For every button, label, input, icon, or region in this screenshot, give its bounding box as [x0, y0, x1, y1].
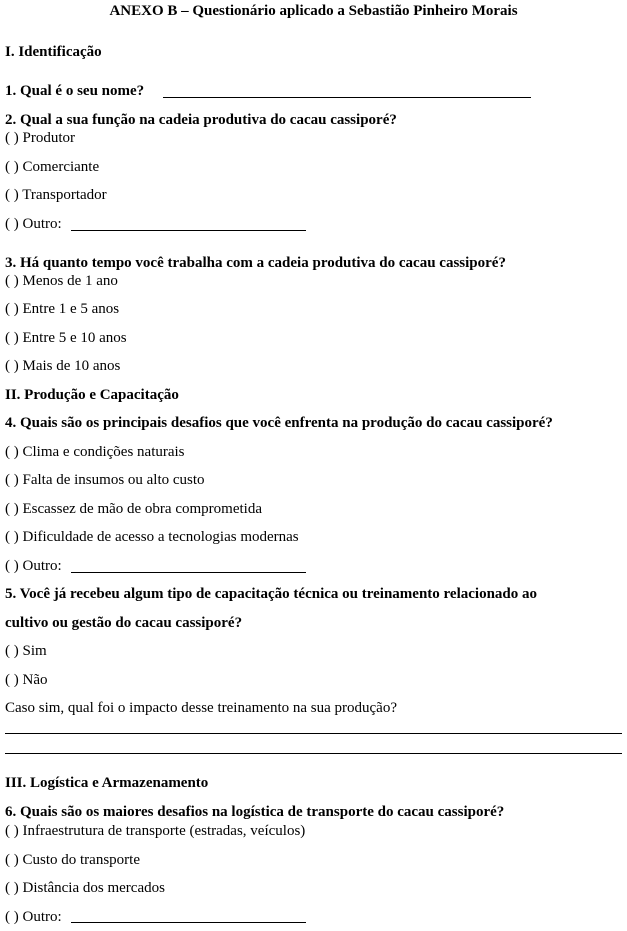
- option-outro-q4[interactable]: ( ) Outro:: [5, 558, 62, 574]
- section-heading-producao: II. Produção e Capacitação: [5, 387, 179, 403]
- section-heading-logistica: III. Logística e Armazenamento: [5, 775, 209, 791]
- option-outro-q2[interactable]: ( ) Outro:: [5, 216, 62, 232]
- outro-answer-line-q2[interactable]: [71, 230, 306, 231]
- option-mao-de-obra[interactable]: ( ) Escassez de mão de obra comprometida: [5, 501, 262, 517]
- question-6: 6. Quais são os maiores desafios na logística de transporte do cacau cassiporé?: [5, 804, 505, 820]
- question-3: 3. Há quanto tempo você trabalha com a cadeia produtiva do cacau cassiporé?: [5, 255, 506, 271]
- outro-answer-line-q4[interactable]: [71, 572, 306, 573]
- question-5-line-1: 5. Você já recebeu algum tipo de capacitação técnica ou treinamento relacionado ao: [5, 586, 538, 602]
- option-custo-transporte[interactable]: ( ) Custo do transporte: [5, 852, 140, 868]
- option-insumos[interactable]: ( ) Falta de insumos ou alto custo: [5, 472, 205, 488]
- option-sim[interactable]: ( ) Sim: [5, 643, 47, 659]
- impact-answer-line-1[interactable]: [5, 733, 622, 734]
- option-clima[interactable]: ( ) Clima e condições naturais: [5, 444, 185, 460]
- option-mais-10-anos[interactable]: ( ) Mais de 10 anos: [5, 358, 121, 374]
- followup-question: Caso sim, qual foi o impacto desse treinamento na sua produção?: [5, 700, 397, 716]
- question-4: 4. Quais são os principais desafios que você enfrenta na produção do cacau cassiporé?: [5, 415, 553, 431]
- option-entre-5-10-anos[interactable]: ( ) Entre 5 e 10 anos: [5, 330, 127, 346]
- option-transportador[interactable]: ( ) Transportador: [5, 187, 107, 203]
- option-tecnologias[interactable]: ( ) Dificuldade de acesso a tecnologias modernas: [5, 529, 299, 545]
- document-title: ANEXO B – Questionário aplicado a Sebastião Pinheiro Morais: [109, 3, 518, 19]
- question-1: 1. Qual é o seu nome?: [5, 83, 145, 99]
- outro-answer-line-q6[interactable]: [71, 922, 306, 923]
- option-produtor[interactable]: ( ) Produtor: [5, 130, 75, 146]
- question-5-line-2: cultivo ou gestão do cacau cassiporé?: [5, 615, 243, 631]
- option-infraestrutura[interactable]: ( ) Infraestrutura de transporte (estradas, veículos): [5, 823, 306, 839]
- option-comerciante[interactable]: ( ) Comerciante: [5, 159, 100, 175]
- impact-answer-line-2[interactable]: [5, 753, 622, 754]
- option-nao[interactable]: ( ) Não: [5, 672, 48, 688]
- name-answer-line[interactable]: [163, 97, 531, 98]
- option-outro-q6[interactable]: ( ) Outro:: [5, 909, 62, 925]
- option-entre-1-5-anos[interactable]: ( ) Entre 1 e 5 anos: [5, 301, 120, 317]
- question-2: 2. Qual a sua função na cadeia produtiva do cacau cassiporé?: [5, 112, 397, 128]
- option-distancia-mercados[interactable]: ( ) Distância dos mercados: [5, 880, 165, 896]
- option-menos-1-ano[interactable]: ( ) Menos de 1 ano: [5, 273, 118, 289]
- section-heading-identificacao: I. Identificação: [5, 44, 102, 60]
